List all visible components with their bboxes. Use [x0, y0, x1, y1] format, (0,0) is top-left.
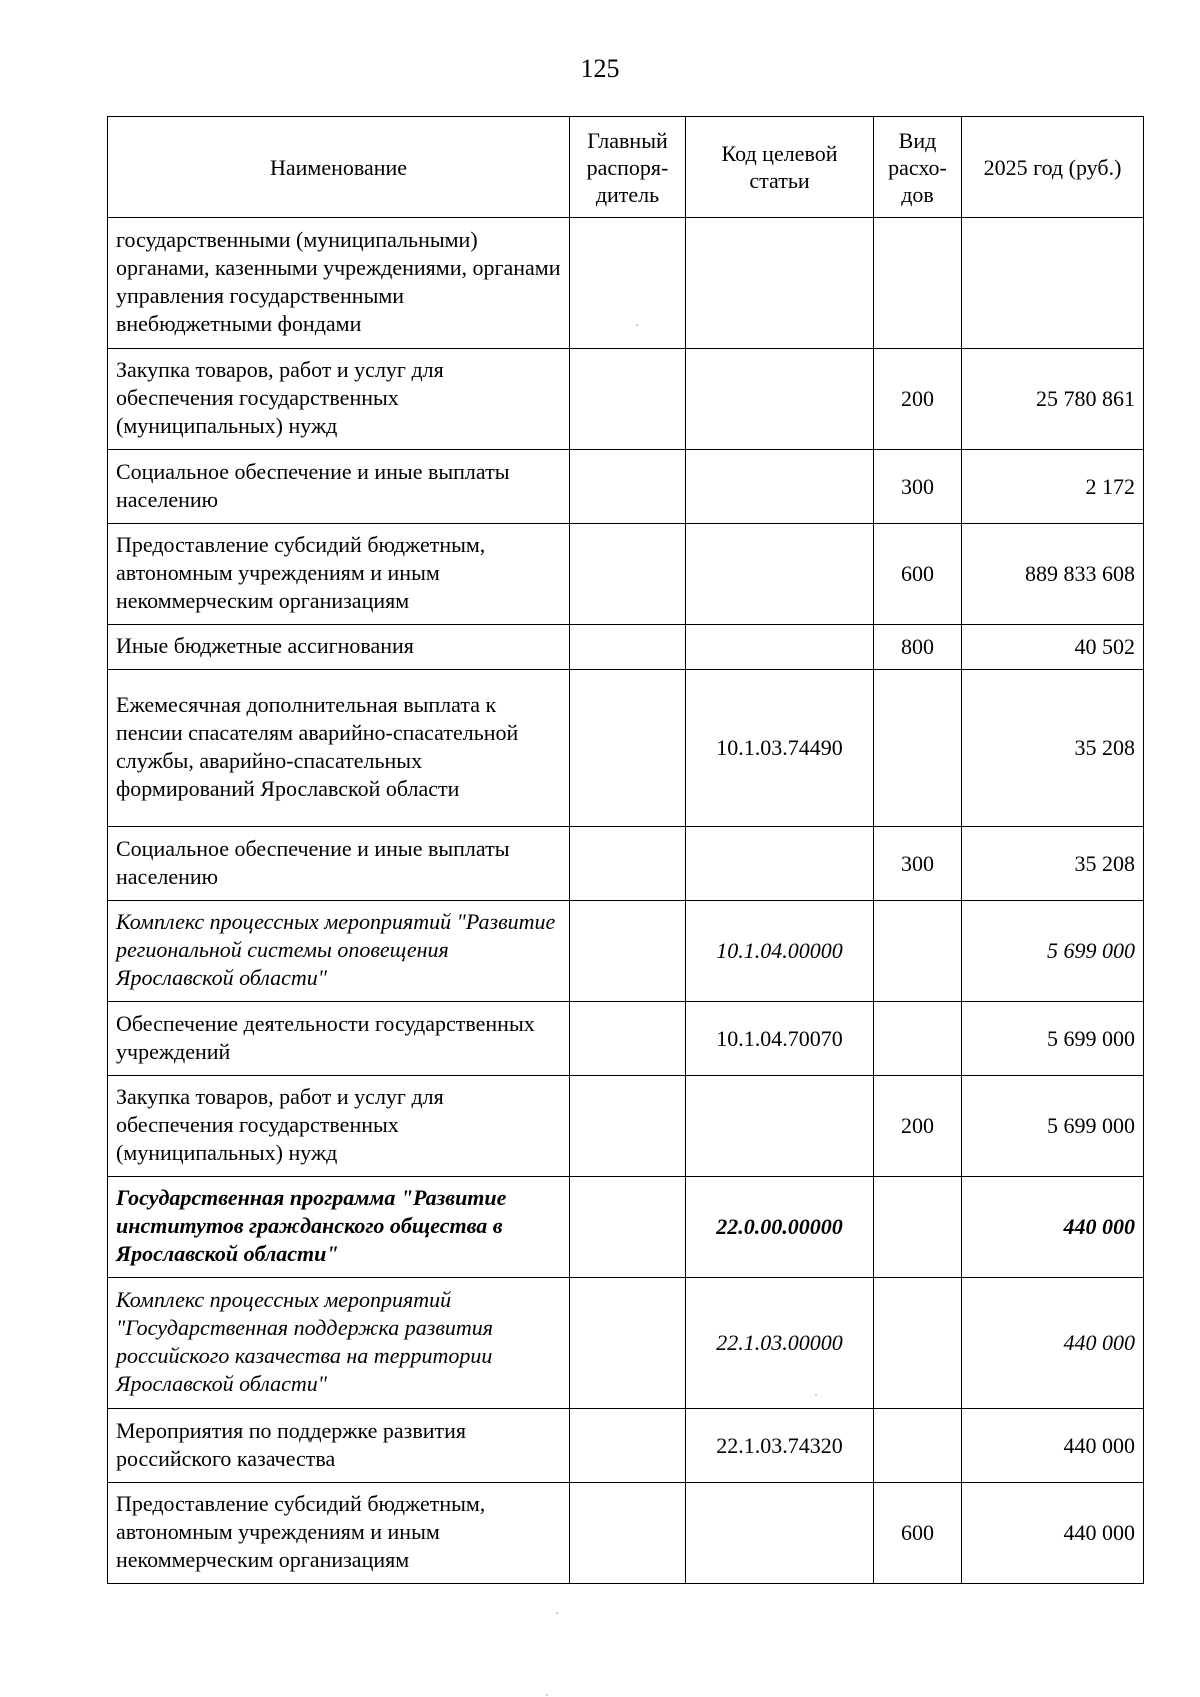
scan-speck — [636, 324, 638, 326]
table-row — [108, 625, 1144, 670]
row-name-cell: Предоставление субсидий бюджетным, автономным учреждениям и иным некоммерческим организациям — [108, 524, 570, 625]
table-row — [108, 524, 1144, 625]
row-distributor-cell — [570, 901, 686, 1002]
row-kind-cell — [874, 1278, 962, 1409]
row-code-cell: 10.1.04.00000 — [686, 901, 874, 1002]
row-amount-cell: 40 502 — [962, 625, 1144, 670]
table-row — [108, 901, 1144, 1002]
row-kind-cell: 200 — [874, 1076, 962, 1177]
row-amount-cell — [962, 218, 1144, 349]
row-name-cell: Государственная программа "Развитие институтов гражданского общества в Ярославской области" — [108, 1177, 570, 1278]
row-kind-cell — [874, 1409, 962, 1483]
row-amount-cell: 25 780 861 — [962, 349, 1144, 450]
row-code-cell — [686, 450, 874, 524]
row-kind-cell — [874, 1177, 962, 1278]
table-row — [108, 670, 1144, 827]
row-name-cell: Ежемесячная дополнительная выплата к пенсии спасателям аварийно-спасательной службы, аварийно-спасательных формирований Ярославской области — [108, 670, 570, 827]
row-name-cell: Мероприятия по поддержке развития российского казачества — [108, 1409, 570, 1483]
row-distributor-cell — [570, 1483, 686, 1584]
row-code-cell: 10.1.04.70070 — [686, 1002, 874, 1076]
row-amount-cell: 5 699 000 — [962, 1076, 1144, 1177]
row-amount-cell: 440 000 — [962, 1409, 1144, 1483]
table-row — [108, 1076, 1144, 1177]
row-distributor-cell — [570, 1177, 686, 1278]
row-code-cell — [686, 1483, 874, 1584]
header-kind: Вид расхо-дов — [874, 117, 962, 218]
row-name-cell: государственными (муниципальными) органами, казенными учреждениями, органами управления государственными внебюджетными фондами — [108, 218, 570, 349]
table-row — [108, 1177, 1144, 1278]
page-number: 125 — [580, 54, 620, 83]
table-row — [108, 1409, 1144, 1483]
row-kind-cell: 300 — [874, 827, 962, 901]
table-row — [108, 1278, 1144, 1409]
budget-table — [107, 116, 1144, 1584]
row-distributor-cell — [570, 625, 686, 670]
row-kind-cell: 600 — [874, 1483, 962, 1584]
header-code: Код целевой статьи — [686, 117, 874, 218]
table-row — [108, 1002, 1144, 1076]
row-amount-cell: 440 000 — [962, 1483, 1144, 1584]
table-row — [108, 1483, 1144, 1584]
header-distributor: Главный распоря-дитель — [570, 117, 686, 218]
row-kind-cell: 300 — [874, 450, 962, 524]
row-name-cell: Социальное обеспечение и иные выплаты населению — [108, 450, 570, 524]
table-header-row — [108, 117, 1144, 218]
row-distributor-cell — [570, 1076, 686, 1177]
row-distributor-cell — [570, 450, 686, 524]
table-body — [108, 218, 1144, 1584]
table-row — [108, 218, 1144, 349]
row-code-cell — [686, 349, 874, 450]
row-code-cell: 22.0.00.00000 — [686, 1177, 874, 1278]
row-code-cell: 10.1.03.74490 — [686, 670, 874, 827]
row-code-cell: 22.1.03.74320 — [686, 1409, 874, 1483]
row-code-cell — [686, 827, 874, 901]
row-code-cell — [686, 524, 874, 625]
table-row — [108, 450, 1144, 524]
row-amount-cell: 35 208 — [962, 827, 1144, 901]
row-code-cell — [686, 1076, 874, 1177]
header-amount: 2025 год (руб.) — [962, 117, 1144, 218]
row-kind-cell: 200 — [874, 349, 962, 450]
row-distributor-cell — [570, 670, 686, 827]
scan-speck — [556, 1612, 558, 1614]
row-code-cell: 22.1.03.00000 — [686, 1278, 874, 1409]
row-name-cell: Иные бюджетные ассигнования — [108, 625, 570, 670]
row-distributor-cell — [570, 1002, 686, 1076]
row-kind-cell: 800 — [874, 625, 962, 670]
row-amount-cell: 889 833 608 — [962, 524, 1144, 625]
row-name-cell: Комплекс процессных мероприятий "Государственная поддержка развития российского казачества на территории Ярославской области" — [108, 1278, 570, 1409]
row-kind-cell — [874, 1002, 962, 1076]
row-distributor-cell — [570, 827, 686, 901]
row-name-cell: Предоставление субсидий бюджетным, автономным учреждениям и иным некоммерческим организациям — [108, 1483, 570, 1584]
row-kind-cell — [874, 670, 962, 827]
row-distributor-cell — [570, 524, 686, 625]
row-amount-cell: 5 699 000 — [962, 1002, 1144, 1076]
row-kind-cell — [874, 218, 962, 349]
row-code-cell — [686, 218, 874, 349]
row-amount-cell: 2 172 — [962, 450, 1144, 524]
row-code-cell — [686, 625, 874, 670]
scan-speck — [815, 1394, 817, 1396]
row-name-cell: Закупка товаров, работ и услуг для обеспечения государственных (муниципальных) нужд — [108, 1076, 570, 1177]
row-distributor-cell — [570, 1409, 686, 1483]
row-kind-cell: 600 — [874, 524, 962, 625]
row-distributor-cell — [570, 1278, 686, 1409]
row-amount-cell: 35 208 — [962, 670, 1144, 827]
row-amount-cell: 5 699 000 — [962, 901, 1144, 1002]
row-distributor-cell — [570, 349, 686, 450]
table-row — [108, 827, 1144, 901]
row-name-cell: Комплекс процессных мероприятий "Развитие региональной системы оповещения Ярославской области" — [108, 901, 570, 1002]
row-name-cell: Социальное обеспечение и иные выплаты населению — [108, 827, 570, 901]
scan-speck — [546, 1694, 548, 1696]
table-row — [108, 349, 1144, 450]
row-amount-cell: 440 000 — [962, 1278, 1144, 1409]
row-amount-cell: 440 000 — [962, 1177, 1144, 1278]
row-distributor-cell — [570, 218, 686, 349]
row-kind-cell — [874, 901, 962, 1002]
header-name: Наименование — [108, 117, 570, 218]
row-name-cell: Закупка товаров, работ и услуг для обеспечения государственных (муниципальных) нужд — [108, 349, 570, 450]
row-name-cell: Обеспечение деятельности государственных учреждений — [108, 1002, 570, 1076]
